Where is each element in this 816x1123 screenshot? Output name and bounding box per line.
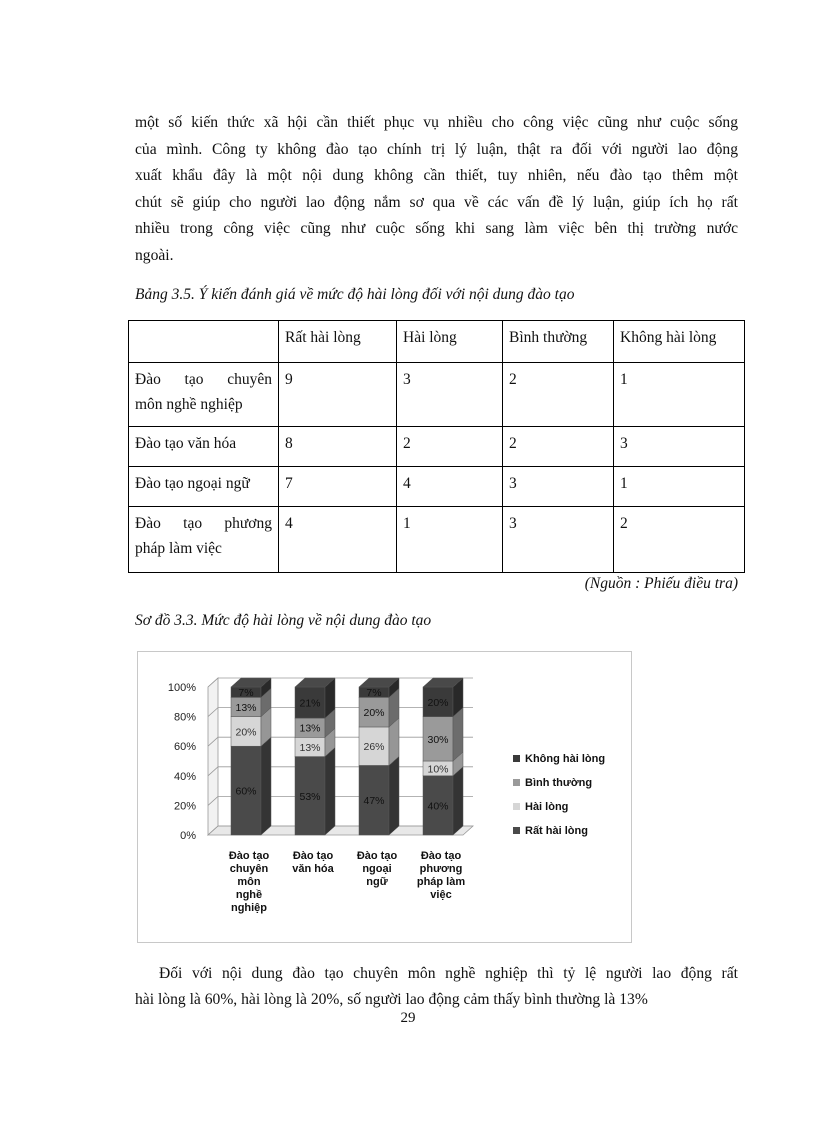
y-tick-label: 20% (173, 800, 196, 813)
y-tick-label: 80% (173, 711, 196, 724)
table-cell: 1 (614, 363, 745, 427)
table-header-cell: Bình thường (503, 321, 614, 363)
table-row (129, 427, 745, 467)
data-label: 10% (427, 763, 449, 776)
legend-label: Bình thường (525, 777, 593, 789)
data-label: 13% (235, 701, 257, 714)
intro-line: ngoài. (135, 246, 174, 264)
row-label-line: Đào tạo ngoại ngữ (135, 475, 250, 492)
data-label: 26% (363, 741, 385, 754)
intro-line: một số kiến thức xã hội cần thiết phục vụ nhiều cho công việc cũng như cuộc sống (135, 114, 738, 131)
chart-side-wall (208, 678, 218, 835)
satisfaction-table (128, 320, 745, 573)
bar-segment-side (325, 748, 335, 835)
data-label: 13% (299, 722, 321, 735)
table-cell: 7 (279, 467, 397, 507)
y-tick-label: 60% (173, 741, 196, 754)
x-tick-label: Đào tạo (292, 850, 334, 862)
data-label: 20% (363, 707, 385, 720)
table-header-cell (129, 321, 279, 363)
table-cell: 2 (614, 507, 745, 573)
table-header-row (129, 321, 745, 363)
legend-swatch (513, 755, 520, 762)
data-label: 20% (427, 696, 449, 709)
stacked-bar-chart (138, 652, 631, 942)
x-tick-label: nghiệp (230, 902, 268, 914)
bar-segment-side (453, 767, 463, 835)
intro-line: chút sẽ giúp cho người lao động nắm sơ qua về các vấn đề lý luận, giúp ích họ rất (135, 193, 738, 211)
x-tick-label: phương (419, 863, 463, 875)
bar-segment-side (453, 708, 463, 761)
row-label-line: Đào tạo phương (135, 515, 272, 532)
data-label: 60% (235, 785, 257, 798)
table-cell: 4 (397, 467, 503, 507)
table-cell: 8 (279, 427, 397, 467)
table-cell: 2 (503, 427, 614, 467)
x-tick-label: Đào tạo (420, 850, 462, 862)
data-label: 13% (299, 741, 321, 754)
data-label: 7% (366, 687, 382, 700)
bottom-line: Đối với nội dung đào tạo chuyên môn nghề nghiệp thì tỷ lệ người lao động rất (159, 965, 738, 982)
table-cell: 4 (279, 507, 397, 573)
legend-label: Không hài lòng (525, 753, 606, 765)
legend-swatch (513, 803, 520, 810)
table-cell: 1 (614, 467, 745, 507)
chart-frame (137, 651, 632, 943)
table-row (129, 467, 745, 507)
chart-caption: Sơ đồ 3.3. Mức độ hài lòng về nội dung đào tạo (135, 612, 432, 629)
data-label: 30% (427, 733, 449, 746)
table-header-cell: Rất hài lòng (279, 321, 397, 363)
row-label (129, 427, 279, 467)
legend-label: Rất hài lòng (525, 825, 588, 837)
row-label (129, 507, 279, 573)
table-cell: 9 (279, 363, 397, 427)
x-tick-label: văn hóa (292, 863, 334, 875)
x-tick-label: ngoại (362, 863, 392, 875)
x-tick-label: môn (237, 876, 261, 888)
table-cell: 2 (397, 427, 503, 467)
table-cell: 3 (397, 363, 503, 427)
row-label-line: Đào tạo chuyên (135, 371, 272, 388)
table-header-cell: Không hài lòng (614, 321, 745, 363)
table-cell: 3 (503, 507, 614, 573)
table-caption: Bảng 3.5. Ý kiến đánh giá về mức độ hài lòng đối với nội dung đào tạo (135, 286, 575, 303)
bottom-paragraph (135, 961, 738, 1013)
y-tick-label: 100% (167, 682, 196, 694)
y-tick-label: 0% (180, 830, 196, 842)
x-tick-label: chuyên (229, 863, 269, 875)
data-label: 21% (299, 697, 321, 710)
x-tick-label: Đào tạo (228, 850, 270, 862)
x-tick-label: pháp làm (416, 876, 466, 888)
source-note: (Nguồn : Phiếu điều tra) (584, 575, 738, 592)
legend-label: Hài lòng (525, 801, 569, 813)
legend-swatch (513, 779, 520, 786)
bar-segment-side (389, 756, 399, 835)
row-label (129, 363, 279, 427)
intro-line: nhiều trong công việc cũng như cuộc sống khi sang làm việc bên thị trường nước (135, 220, 738, 237)
data-label: 20% (235, 726, 257, 739)
page-number: 29 (400, 1010, 416, 1026)
table-cell: 3 (503, 467, 614, 507)
x-tick-label: Đào tạo (356, 850, 398, 862)
table-cell: 1 (397, 507, 503, 573)
data-label: 40% (427, 800, 449, 813)
row-label-line: pháp làm việc (135, 540, 222, 557)
x-tick-label: ngữ (366, 876, 388, 888)
y-tick-label: 40% (173, 770, 196, 783)
row-label (129, 467, 279, 507)
data-label: 47% (363, 795, 385, 808)
table-cell: 2 (503, 363, 614, 427)
bottom-line: hài lòng là 60%, hài lòng là 20%, số người lao động cảm thấy bình thường là 13% (135, 991, 648, 1008)
intro-line: của mình. Công ty không đào tạo chính trị lý luận, thật ra đối với người lao động (135, 140, 738, 158)
table-cell: 3 (614, 427, 745, 467)
intro-line: xuất khẩu đây là một nội dung không cần thiết, tuy nhiên, nếu đào tạo thêm một (135, 167, 738, 184)
row-label-line: môn nghề nghiệp (135, 396, 243, 413)
table-row (129, 363, 745, 427)
intro-paragraph (135, 110, 738, 269)
bar-segment-side (261, 737, 271, 835)
legend-swatch (513, 827, 520, 834)
x-tick-label: việc (430, 889, 452, 901)
data-label: 53% (299, 790, 321, 803)
table-header-cell: Hài lòng (397, 321, 503, 363)
data-label: 7% (238, 687, 254, 700)
row-label-line: Đào tạo văn hóa (135, 435, 237, 452)
x-tick-label: nghề (235, 889, 263, 901)
table-row (129, 507, 745, 573)
